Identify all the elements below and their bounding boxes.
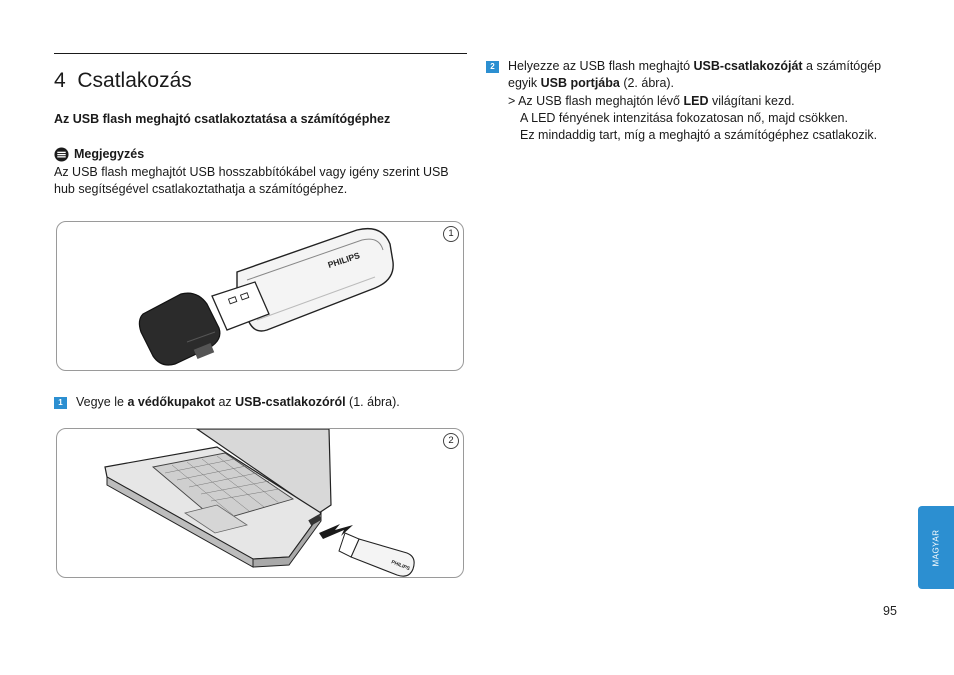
step-2-text-c: (2. ábra). [619,76,675,90]
step-2-text-a: Helyezze az USB flash meghajtó [508,59,694,73]
laptop-usb-illustration [57,429,463,577]
result-text-a: Az USB flash meghajtón lévő [515,94,684,108]
figure-2-brand: PHILIPS [390,559,411,573]
subheading: Az USB flash meghajtó csatlakoztatása a számítógéphez [54,112,391,126]
step-2-bold-a: USB-csatlakozóját [693,59,803,73]
figure-1-brand: PHILIPS [326,250,362,270]
figure-1 [56,221,464,371]
figure-2-number: 2 [443,433,459,449]
result-line-2: A LED fényének intenzitása fokozatosan nő, majd csökken. [520,111,848,125]
step-1-bold-a: a védőkupakot [127,395,215,409]
step-2 [486,58,891,92]
result-line-3: Ez mindaddig tart, míg a meghajtó a számítógéphez csatlakozik. [520,128,878,142]
language-tab-label: MAGYAR [931,528,941,567]
step-2-result [508,93,898,144]
step-2-text-b: a számítógép egyik [508,59,882,90]
figure-2 [56,428,464,578]
step-1-text-c: (1. ábra). [345,395,400,409]
result-text-b: világítani kezd. [708,94,795,108]
result-marker: > [508,94,516,108]
step-2-badge: 2 [486,61,499,73]
note-text: Az USB flash meghajtót USB hosszabbítókábel vagy igény szerint USB hub segítségével csatlakoztathatja a számítógéphez. [54,165,449,196]
figure-1-number: 1 [443,226,459,242]
page-number: 95 [883,604,897,618]
result-bold: LED [683,94,709,108]
step-2-text [508,58,891,92]
step-1-text-b: az [214,395,236,409]
result-line-1 [508,93,898,110]
step-2-bold-b: USB portjába [540,76,620,90]
section-title [54,68,192,94]
step-1 [54,394,464,411]
step-1-bold-b: USB-csatlakozóról [235,395,346,409]
step-1-text [76,394,400,411]
section-title-text: Csatlakozás [77,69,192,92]
note-title: Megjegyzés [74,147,145,161]
section-number: 4 [54,69,66,92]
header-rule [54,53,467,54]
usb-drive-with-cap-illustration [57,222,463,370]
step-1-text-a: Vegye le [76,395,128,409]
step-1-badge: 1 [54,397,67,409]
note-icon [54,147,69,162]
language-tab [918,506,954,589]
note-header [54,146,144,163]
